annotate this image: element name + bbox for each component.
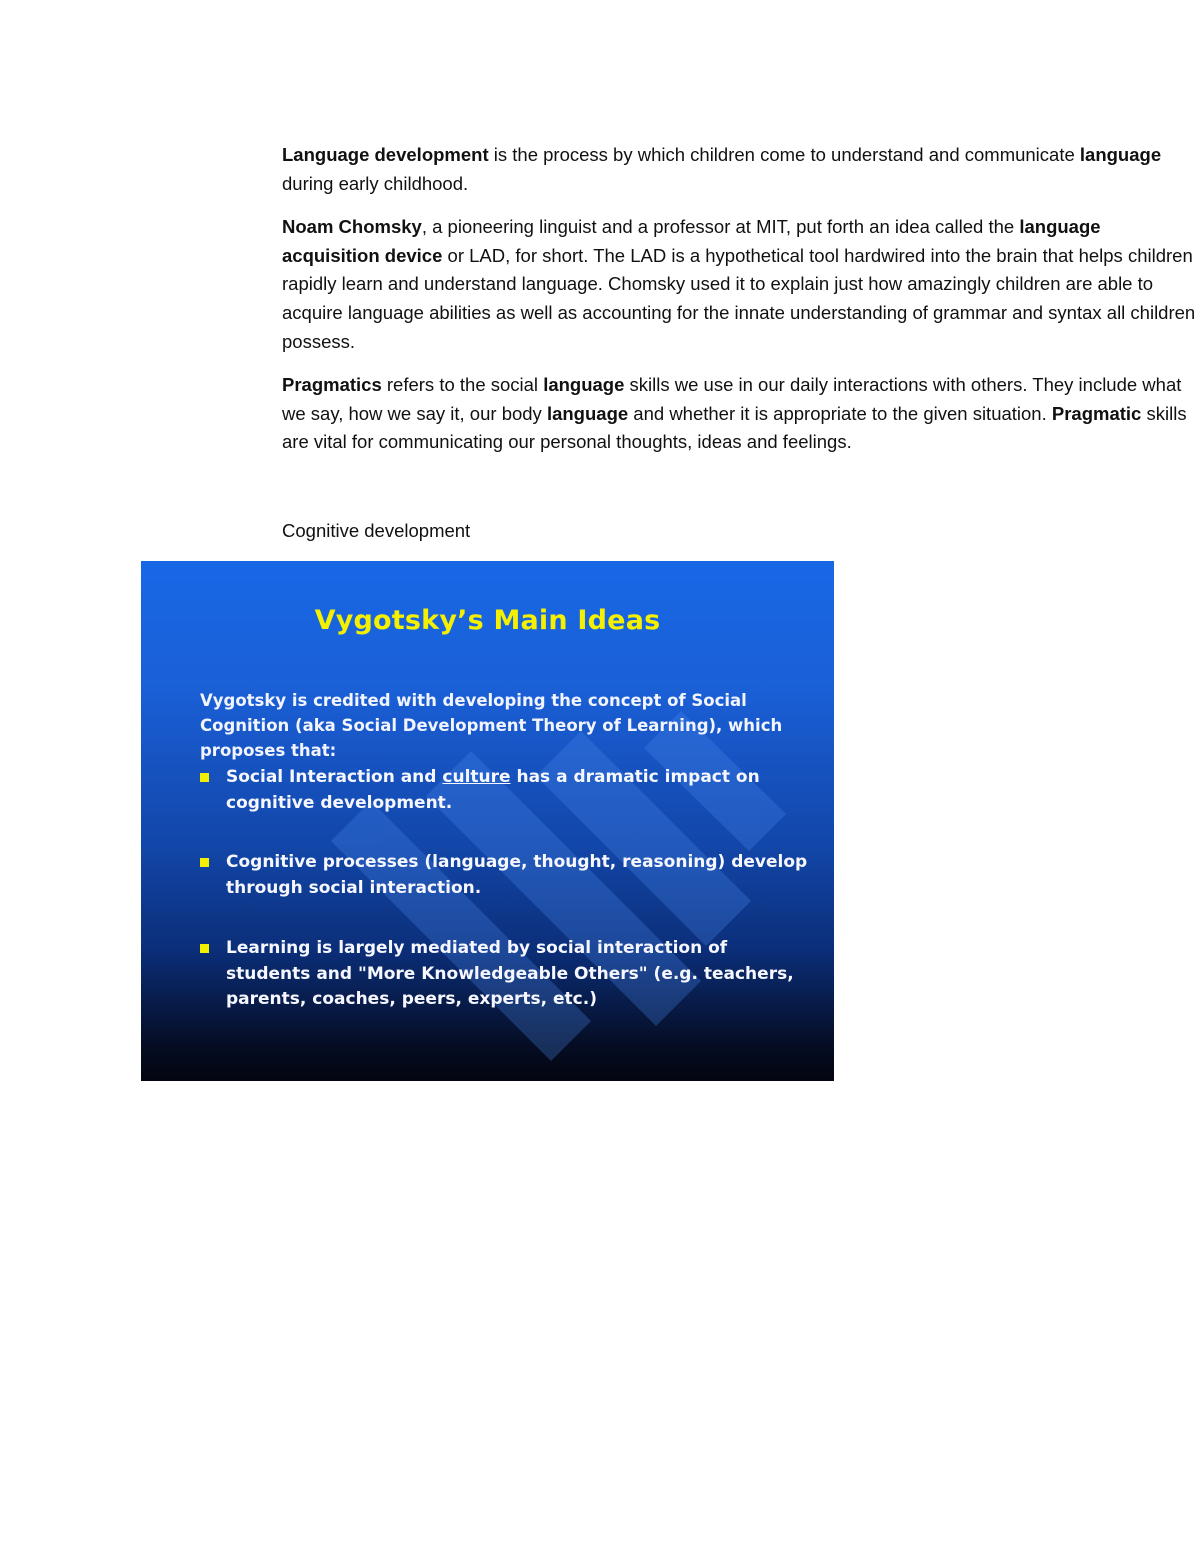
bold-term: Language development <box>282 144 489 165</box>
bold-term: language acquisition device <box>282 216 1101 266</box>
bold-term: Pragmatic <box>1051 402 1142 424</box>
bullet-text-part: Social Interaction and <box>226 767 443 787</box>
paragraph-text: or LAD, for short. The LAD is a hypothetical tool hardwired into the brain that helps children rapidly learn and understand language. Chomsky used it to explain just how amazingly children are able to acquire language abilities as well as accounting for the innate understanding of grammar and syntax all children possess. <box>282 244 1196 352</box>
underlined-word: culture <box>442 767 511 787</box>
paragraph-text: refers to the social <box>381 374 544 395</box>
slide-title: Vygotsky’s Main Ideas <box>314 605 661 636</box>
bullet-text <box>226 765 816 816</box>
paragraph-text: skills are vital for communicating our personal thoughts, ideas and feelings. <box>282 402 1187 453</box>
paragraph-chomsky <box>282 213 1197 357</box>
section-heading: Cognitive development <box>282 520 471 541</box>
paragraph-text: is the process by which children come to understand and communicate <box>488 144 1080 165</box>
bullet-square-icon <box>200 858 209 867</box>
bullet-square-icon <box>200 944 209 953</box>
bold-term: Pragmatics <box>282 374 382 395</box>
bullet-text: Cognitive processes (language, thought, reasoning) develop through social interaction. <box>226 852 808 898</box>
paragraph-text: and whether it is appropriate to the given situation. <box>628 402 1052 424</box>
slide-intro-text: Vygotsky is credited with developing the concept of Social Cognition (aka Social Development Theory of Learning), which proposes that: <box>200 691 783 760</box>
paragraph-text: , a pioneering linguist and a professor at MIT, put forth an idea called the <box>421 216 1020 237</box>
bold-term: language <box>543 374 625 395</box>
bold-term: language <box>1079 144 1162 165</box>
paragraph-text: during early childhood. <box>282 172 469 194</box>
bullet-text: Learning is largely mediated by social interaction of students and "More Knowledgeable Others" (e.g. teachers, parents, coaches, peers, experts, etc.) <box>226 938 794 1009</box>
bold-term: language <box>546 402 629 424</box>
paragraph-text: skills we use in our daily interactions with others. They include what we say, how we say it, our body <box>282 374 1182 424</box>
paragraph-language-development <box>282 141 1197 198</box>
bullet-text-part: has a dramatic impact on cognitive development. <box>226 767 760 813</box>
slide-image-vygotsky <box>141 561 834 1081</box>
bold-term: Noam Chomsky <box>282 216 422 237</box>
bullet-square-icon <box>200 773 209 782</box>
paragraph-pragmatics <box>282 371 1197 457</box>
